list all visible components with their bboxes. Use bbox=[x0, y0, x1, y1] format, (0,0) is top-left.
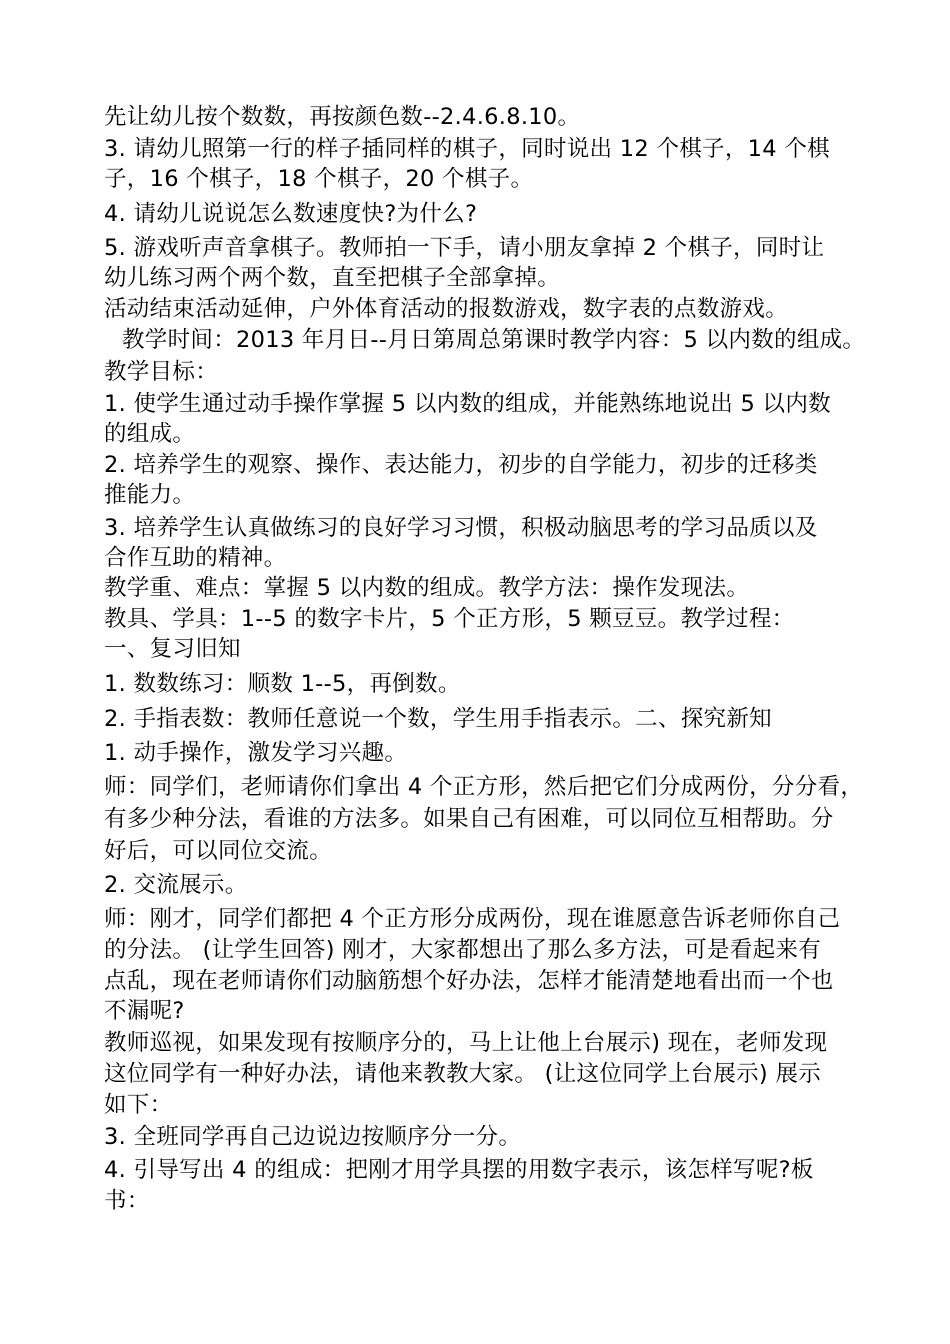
text-line: 师：刚才，同学们都把 4 个正方形分成两份，现在谁愿意告诉老师你自己 bbox=[104, 906, 841, 932]
text-line: 4. 引导写出 4 的组成：把刚才用学具摆的用数字表示，该怎样写呢?板 bbox=[104, 1157, 814, 1183]
text-line: 子，16 个棋子，18 个棋子，20 个棋子。 bbox=[104, 166, 534, 192]
text-line: 2. 培养学生的观察、操作、表达能力，初步的自学能力，初步的迁移类 bbox=[104, 452, 818, 478]
text-line: 2. 交流展示。 bbox=[104, 872, 248, 898]
text-line: 2. 手指表数：教师任意说一个数，学生用手指表示。二、探究新知 bbox=[104, 706, 772, 732]
text-line: 4. 请幼儿说说怎么数速度快?为什么? bbox=[104, 201, 478, 227]
text-line: 教具、学具：1--5 的数字卡片，5 个正方形，5 颗豆豆。教学过程： bbox=[104, 606, 795, 632]
text-line: 一、复习旧知 bbox=[104, 636, 241, 662]
text-line: 5. 游戏听声音拿棋子。教师拍一下手，请小朋友拿掉 2 个棋子，同时让 bbox=[104, 235, 825, 261]
text-line: 师：同学们，老师请你们拿出 4 个正方形，然后把它们分成两份，分分看， bbox=[104, 774, 864, 800]
text-line: 教学时间：2013 年月日--月日第周总第课时教学内容：5 以内数的组成。 bbox=[122, 327, 866, 353]
text-line: 活动结束活动延伸，户外体育活动的报数游戏，数字表的点数游戏。 bbox=[104, 296, 789, 322]
text-line: 这位同学有一种好办法，请他来教教大家。 (让这位同学上台展示) 展示 bbox=[104, 1061, 822, 1087]
text-line: 如下： bbox=[104, 1092, 173, 1118]
text-line: 教学目标： bbox=[104, 359, 219, 385]
text-line: 的分法。 (让学生回答) 刚才，大家都想出了那么多方法，可是看起来有 bbox=[104, 937, 822, 963]
text-line: 1. 数数练习：顺数 1--5，再倒数。 bbox=[104, 671, 461, 697]
text-line: 教师巡视，如果发现有按顺序分的，马上让他上台展示) 现在，老师发现 bbox=[104, 1030, 828, 1056]
text-line: 先让幼儿按个数数，再按颜色数--2.4.6.8.10。 bbox=[104, 104, 581, 130]
text-line: 教学重、难点：掌握 5 以内数的组成。教学方法：操作发现法。 bbox=[104, 575, 750, 601]
text-line: 不漏呢? bbox=[104, 998, 185, 1024]
text-line: 3. 全班同学再自己边说边按顺序分一分。 bbox=[104, 1124, 522, 1150]
text-line: 有多少种分法，看谁的方法多。如果自己有困难，可以同位互相帮助。分 bbox=[104, 806, 834, 832]
text-line: 1. 使学生通过动手操作掌握 5 以内数的组成，并能熟练地说出 5 以内数 bbox=[104, 391, 831, 417]
text-line: 点乱，现在老师请你们动脑筋想个好办法，怎样才能清楚地看出而一个也 bbox=[104, 968, 834, 994]
text-line: 合作互助的精神。 bbox=[104, 545, 287, 571]
text-line: 3. 培养学生认真做练习的良好学习习惯，积极动脑思考的学习品质以及 bbox=[104, 515, 818, 541]
text-line: 好后，可以同位交流。 bbox=[104, 838, 333, 864]
text-line: 幼儿练习两个两个数，直至把棋子全部拿掉。 bbox=[104, 265, 561, 291]
text-line: 的组成。 bbox=[104, 421, 196, 447]
text-line: 3. 请幼儿照第一行的样子插同样的棋子，同时说出 12 个棋子，14 个棋 bbox=[104, 136, 830, 162]
text-line: 推能力。 bbox=[104, 482, 196, 508]
text-line: 书： bbox=[104, 1188, 150, 1214]
text-line: 1. 动手操作，激发学习兴趣。 bbox=[104, 740, 408, 766]
